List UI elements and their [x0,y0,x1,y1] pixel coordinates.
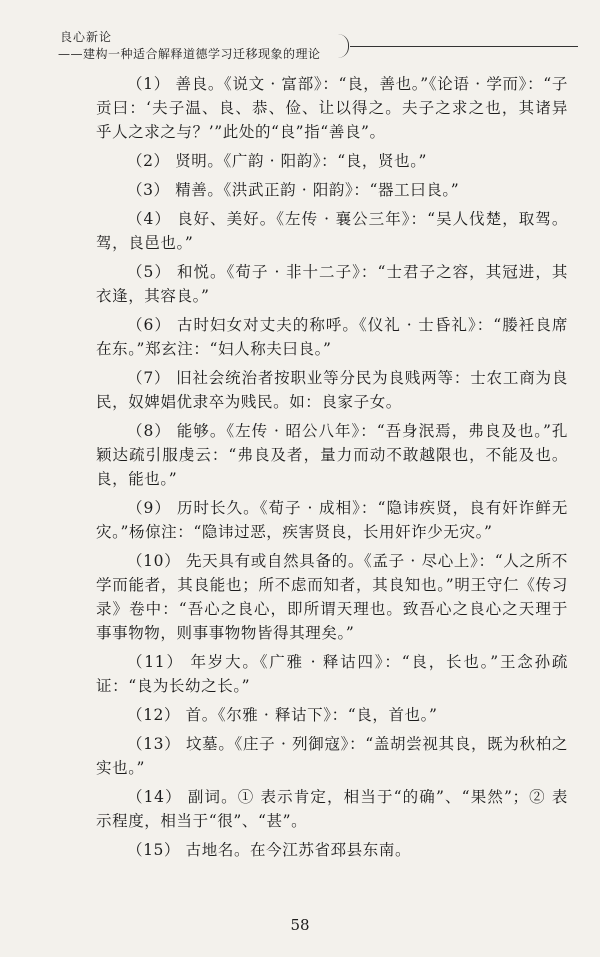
definition-item-7: （7） 旧社会统治者按职业等分民为良贱两等：士农工商为良民，奴婢娼优隶卒为贱民。如：良家子女。 [96,369,568,411]
definition-item-3: （3） 精善。《洪武正韵 · 阳韵》：“器工曰良。” [127,181,460,199]
book-title: 良心新论 [60,30,113,44]
definition-item-5: （5） 和悦。《荀子 · 非十二子》：“士君子之容，其冠进，其衣逢，其容良。” [96,263,568,305]
header-bracket [338,34,349,58]
definition-item-13: （13） 坟墓。《庄子 · 列御寇》：“盖胡尝视其良，既为秋柏之实也。” [96,735,568,777]
definition-item-4: （4） 良好、美好。《左传 · 襄公三年》：“吴人伐楚，取驾。驾，良邑也。” [96,210,568,252]
definition-item-9: （9） 历时长久。《荀子 · 成相》：“隐讳疾贤，良有奸诈鲜无灾。”杨倞注：“隐讳过恶，疾害贤良，长用奸诈少无灾。” [96,499,568,541]
definition-item-10: （10） 先天具有或自然具备的。《孟子 · 尽心上》：“人之所不学而能者，其良能也；所不虑而知者，其良知也。”明王守仁《传习录》卷中：“吾心之良心，即所谓天理也。致吾心之良心之天理于事事物物，则事事物物皆得其理矣。” [96,552,568,642]
definition-item-12: （12） 首。《尔雅 · 释诂下》：“良，首也。” [127,706,438,724]
definition-item-6: （6） 古时妇女对丈夫的称呼。《仪礼 · 士昏礼》：“媵衽良席在东。”郑玄注：“妇人称夫曰良。” [96,316,568,358]
page-body [96,72,568,867]
definition-item-14: （14） 副词。① 表示肯定，相当于“的确”、“果然”；② 表示程度，相当于“很”、“甚”。 [96,788,568,830]
definition-item-1: （1） 善良。《说文 · 富部》：“良，善也。”《论语 · 学而》：“子贡曰：‘夫子温、良、恭、俭、让以得之。夫子之求之也，其诸异乎人之求之与？’”此处的“良”指“善良”。 [96,75,568,141]
running-header [58,28,578,62]
definition-item-2: （2） 贤明。《广韵 · 阳韵》：“良，贤也。” [127,152,428,170]
page-number: 58 [290,916,310,934]
definition-item-8: （8） 能够。《左传 · 昭公八年》：“吾身泯焉，弗良及也。”孔颖达疏引服虔云：“弗良及者，量力而动不敢越限也，不能及也。良，能也。” [96,422,568,488]
definition-item-11: （11） 年岁大。《广雅 · 释诂四》：“良，长也。”王念孙疏证：“良为长幼之长。” [96,653,568,695]
definition-item-15: （15） 古地名。在今江苏省邳县东南。 [127,841,412,859]
book-subtitle: ——建构一种适合解释道德学习迁移现象的理论 [58,47,321,61]
header-rule [350,46,578,47]
